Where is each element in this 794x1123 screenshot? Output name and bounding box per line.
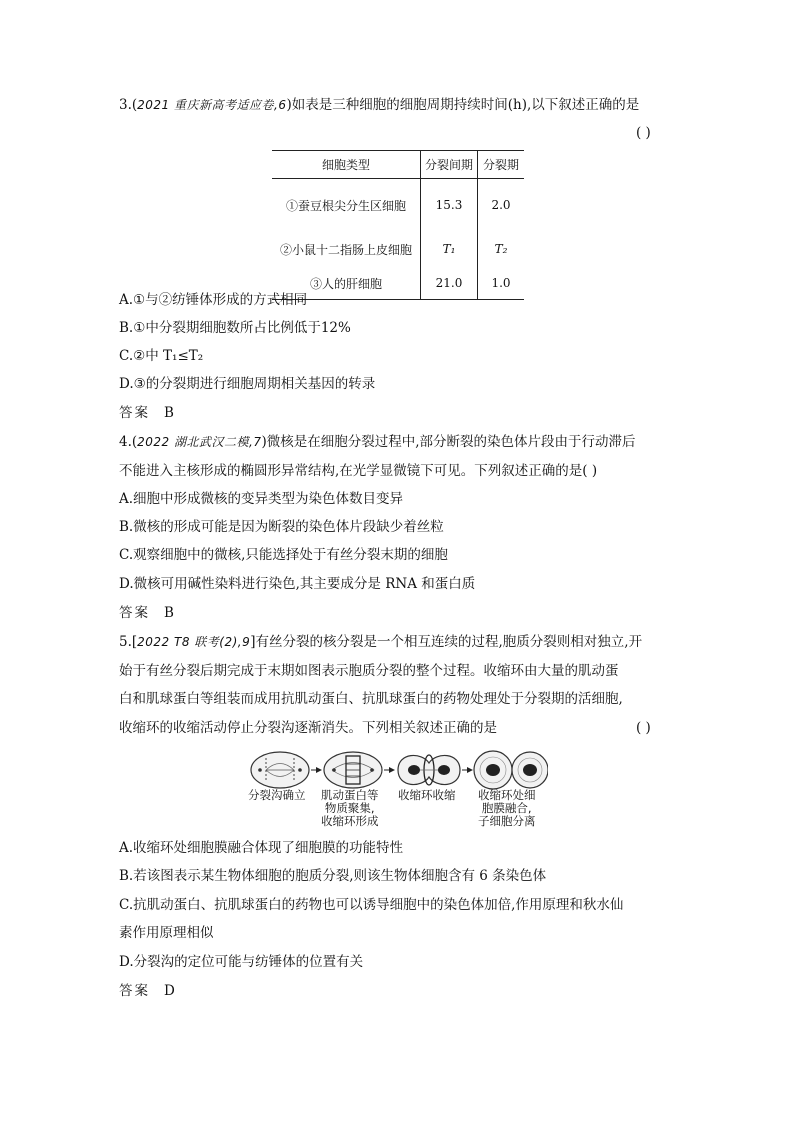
table-cell: T₁ (421, 231, 478, 267)
table-cell: 15.3 (421, 179, 478, 232)
q4-option-c: C.观察细胞中的微核,只能选择处于有丝分裂末期的细胞 (119, 547, 448, 563)
q3-source: 2021 重庆新高考适应卷,6 (137, 98, 287, 112)
q3-stem: 3.(2021 重庆新高考适应卷,6)如表是三种细胞的细胞周期持续时间(h),以下叙述正确的是 (119, 97, 640, 113)
table-row (272, 267, 524, 300)
q5-stem-line4: 收缩环的收缩活动停止分裂沟逐渐消失。下列相关叙述正确的是 (119, 720, 497, 736)
table-header: 分裂间期 (421, 151, 478, 179)
q5-answer-blank: ( ) (636, 720, 651, 736)
cell-stage-2-icon (324, 752, 382, 788)
cell-stage-4-icon (474, 751, 548, 789)
table-header: 细胞类型 (272, 151, 421, 179)
q4-option-d: D.微核可用碱性染料进行染色,其主要成分是 RNA 和蛋白质 (119, 576, 476, 592)
q3-option-a: A.①与②纺锤体形成的方式相同 (119, 292, 308, 308)
table-row (272, 179, 524, 232)
table-cell: 2.0 (491, 198, 511, 212)
figure-caption-2: 肌动蛋白等 物质聚集, 收缩环形成 (321, 788, 379, 828)
q5-option-d: D.分裂沟的定位可能与纺锤体的位置有关 (119, 954, 364, 970)
table-cell: ③人的肝细胞 (272, 267, 421, 300)
q4-stem: 4.(2022 湖北武汉二模,7)微核是在细胞分裂过程中,部分断裂的染色体片段由于行动滞后 (119, 434, 636, 450)
table-cell: 21.0 (421, 267, 478, 300)
cytokinesis-figure (248, 747, 548, 835)
q3-cell-cycle-table (272, 150, 524, 300)
q3-option-b: B.①中分裂期细胞数所占比例低于12% (119, 320, 351, 336)
table-cell: T₂ (494, 242, 508, 256)
cell-stage-1-icon (251, 752, 309, 788)
q5-option-c: C.抗肌动蛋白、抗肌球蛋白的药物也可以诱导细胞中的染色体加倍,作用原理和秋水仙 (119, 897, 624, 913)
q5-stem-line3: 白和肌球蛋白等组装而成用抗肌动蛋白、抗肌球蛋白的药物处理处于分裂期的活细胞, (119, 691, 623, 707)
q3-answer: 答案 B (119, 405, 174, 421)
figure-caption-3: 收缩环收缩 (398, 788, 456, 802)
q3-answer-blank: ( ) (636, 125, 651, 141)
table-cell: ②小鼠十二指肠上皮细胞 (272, 231, 421, 267)
cytokinesis-diagram (248, 747, 548, 793)
q5-stem: 5.[2022 T8 联考(2),9]有丝分裂的核分裂是一个相互连续的过程,胞质分裂则相对独立,开 (119, 634, 643, 650)
cell-stage-3-icon (398, 755, 460, 785)
q3-option-c: C.②中 T₁≤T₂ (119, 348, 204, 364)
q4-option-b: B.微核的形成可能是因为断裂的染色体片段缺少着丝粒 (119, 519, 444, 535)
q4-option-a: A.细胞中形成微核的变异类型为染色体数目变异 (119, 491, 404, 507)
q5-answer: 答案 D (119, 983, 175, 999)
q4-answer: 答案 B (119, 605, 174, 621)
q5-source: 2022 T8 联考(2),9 (137, 635, 251, 649)
figure-caption-4: 收缩环处细 胞膜融合, 子细胞分离 (478, 788, 536, 828)
q5-stem-line2: 始于有丝分裂后期完成于末期如图表示胞质分裂的整个过程。收缩环由大量的肌动蛋 (119, 663, 619, 679)
q4-source: 2022 湖北武汉二模,7 (137, 435, 262, 449)
table-header: 分裂期 (478, 151, 525, 179)
table-cell: 1.0 (478, 267, 525, 300)
q3-option-d: D.③的分裂期进行细胞周期相关基因的转录 (119, 376, 376, 392)
table-cell: ①蚕豆根尖分生区细胞 (272, 179, 421, 232)
table-row (272, 231, 524, 267)
q5-option-a: A.收缩环处细胞膜融合体现了细胞膜的功能特性 (119, 840, 404, 856)
q4-stem-line2: 不能进入主核形成的椭圆形异常结构,在光学显微镜下可见。下列叙述正确的是( ) (119, 463, 598, 479)
q5-option-b: B.若该图表示某生物体细胞的胞质分裂,则该生物体细胞含有 6 条染色体 (119, 868, 547, 884)
q5-option-c-cont: 素作用原理相似 (119, 925, 214, 941)
figure-caption-1: 分裂沟确立 (248, 788, 306, 802)
